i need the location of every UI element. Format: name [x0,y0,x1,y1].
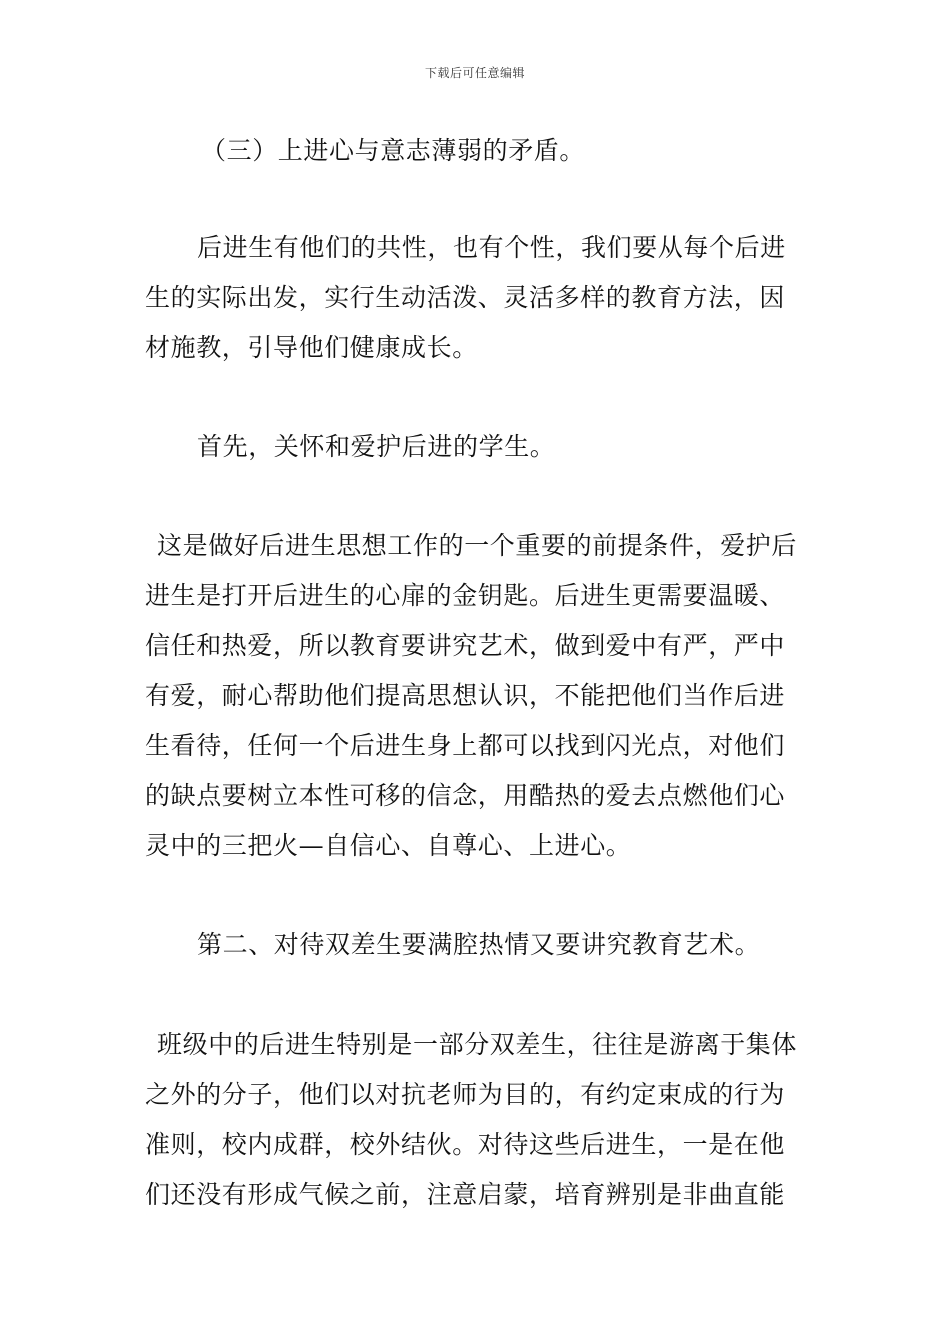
text-line: 之外的分子，他们以对抗老师为目的，有约定束成的行为 [145,1080,786,1109]
paragraph-point-two [145,1020,810,1220]
text-line: 有爱，耐心帮助他们提高思想认识，不能把他们当作后进 [145,681,786,710]
paragraph-intro [145,223,810,373]
text-line: 后进生有他们的共性，也有个性，我们要从每个后进 [197,233,786,262]
text-line: 信任和热爱，所以教育要讲究艺术，做到爱中有严，严中 [145,631,786,660]
text-line: 的缺点要树立本性可移的信念，用酷热的爱去点燃他们心 [145,781,786,810]
text-line: 材施教，引导他们健康成长。 [145,333,478,362]
text-line: 生看待，任何一个后进生身上都可以找到闪光点，对他们 [145,731,786,760]
text-line: 生的实际出发，实行生动活泼、灵活多样的教育方法，因 [145,283,786,312]
text-line: 这是做好后进生思想工作的一个重要的前提条件，爱护后 [157,531,798,560]
text-line: 们还没有形成气候之前，注意启蒙，培育辨别是非曲直能 [145,1180,786,1209]
text-line: 第二、对待双差生要满腔热情又要讲究教育艺术。 [197,930,761,959]
section-heading [145,126,810,176]
point-one-heading [145,422,810,472]
text-line: 灵中的三把火—自信心、自尊心、上进心。 [145,831,632,860]
text-line: 班级中的后进生特别是一部分双差生，往往是游离于集体 [157,1030,798,1059]
page-header: 下载后可任意编辑 [424,66,525,80]
paragraph-point-one [145,521,810,871]
point-two-heading [145,920,810,970]
text-line: 首先，关怀和爱护后进的学生。 [197,432,556,461]
text-line: 进生是打开后进生的心扉的金钥匙。后进生更需要温暖、 [145,581,786,610]
text-line: （三）上进心与意志薄弱的矛盾。 [201,136,586,165]
text-line: 准则，校内成群，校外结伙。对待这些后进生，一是在他 [145,1130,786,1159]
